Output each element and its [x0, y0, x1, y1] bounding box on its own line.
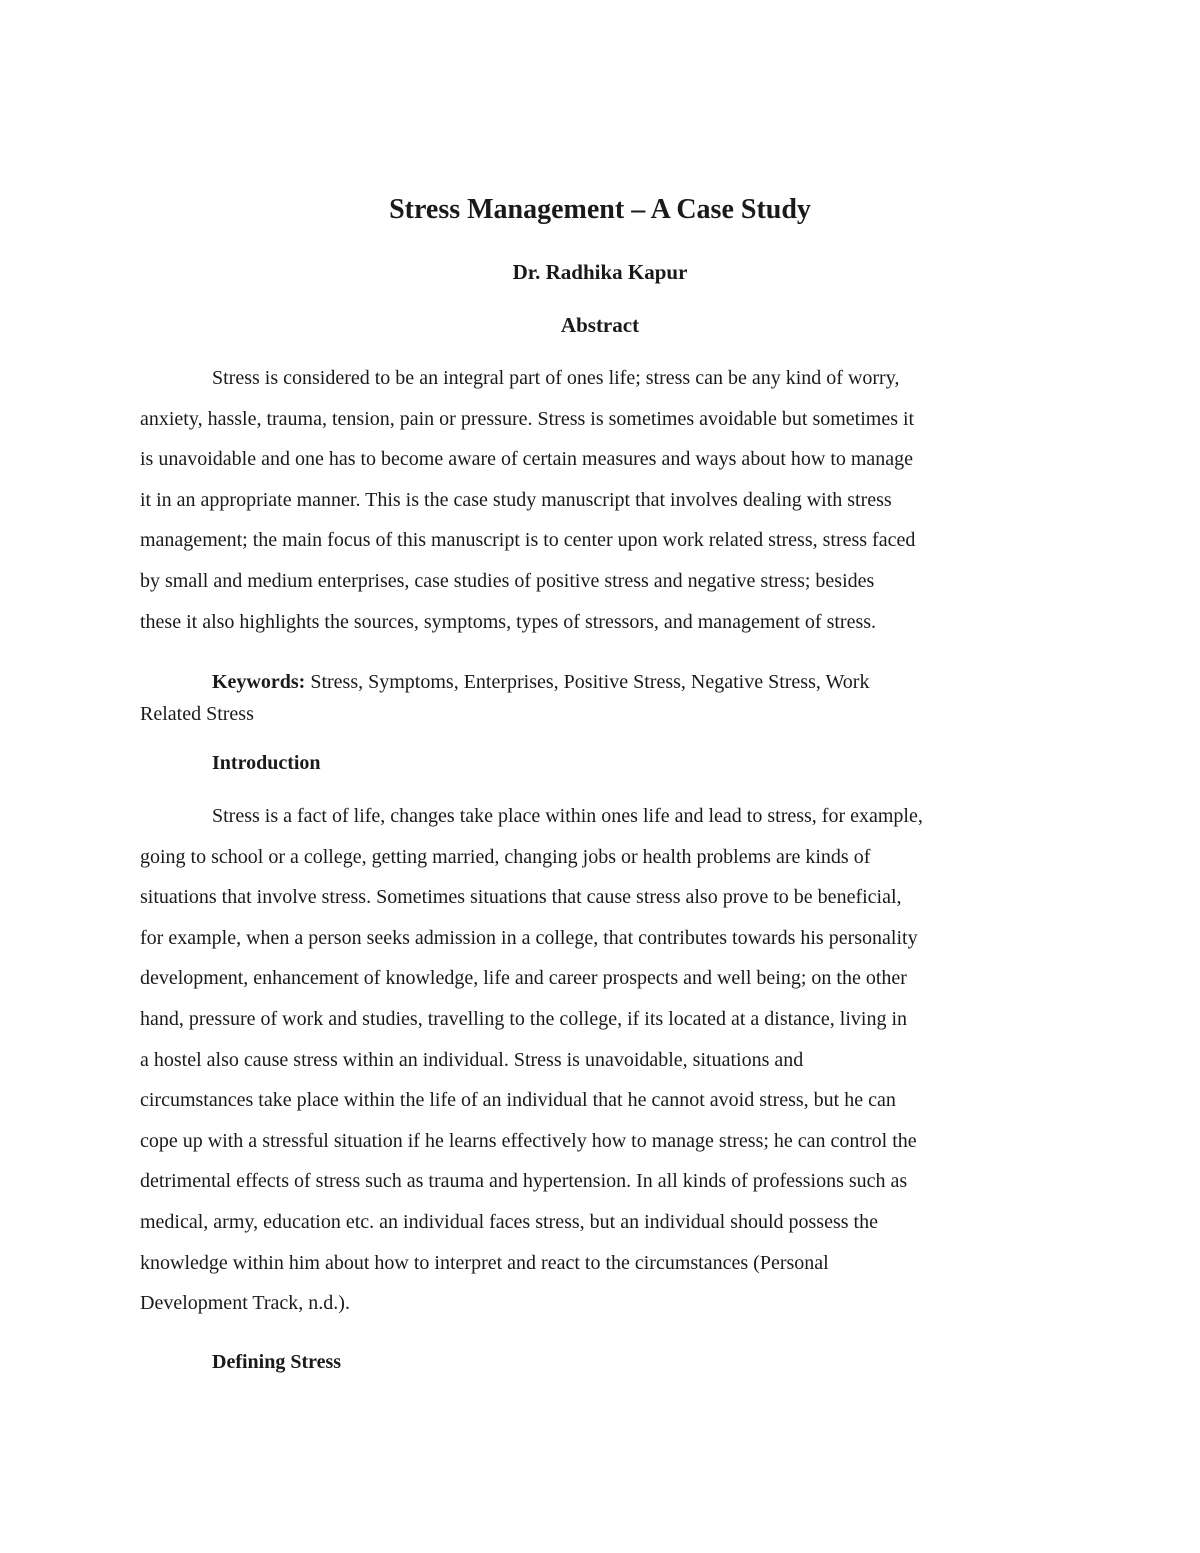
keywords-line: [140, 666, 1065, 698]
keywords-paragraph: [140, 666, 1065, 730]
abstract-paragraph: [140, 358, 1065, 642]
abstract-line: anxiety, hassle, trauma, tension, pain or pressure. Stress is sometimes avoidable but sometimes it: [140, 407, 915, 430]
intro-line: for example, when a person seeks admission in a college, that contributes towards his personality: [140, 926, 918, 949]
abstract-line: management; the main focus of this manuscript is to center upon work related stress, stress faced: [140, 529, 916, 552]
abstract-line: it in an appropriate manner. This is the case study manuscript that involves dealing with stress: [140, 488, 892, 511]
intro-line: development, enhancement of knowledge, life and career prospects and well being; on the other: [140, 967, 907, 990]
intro-line: going to school or a college, getting married, changing jobs or health problems are kinds of: [140, 845, 871, 868]
defining-stress-heading: Defining Stress: [212, 1351, 342, 1373]
keywords-line-continued: Related Stress: [140, 703, 254, 725]
intro-line: cope up with a stressful situation if he learns effectively how to manage stress; he can control the: [140, 1129, 917, 1152]
abstract-line: Stress is considered to be an integral part of ones life; stress can be any kind of worry,: [212, 367, 900, 389]
author-name: Dr. Radhika Kapur: [512, 260, 688, 284]
introduction-paragraph: [140, 796, 1065, 1324]
abstract-heading: Abstract: [560, 313, 640, 337]
intro-line: circumstances take place within the life of an individual that he cannot avoid stress, but he can: [140, 1089, 896, 1112]
intro-line: Development Track, n.d.).: [140, 1292, 350, 1315]
intro-line: hand, pressure of work and studies, travelling to the college, if its located at a distance, living in: [140, 1007, 908, 1030]
intro-line: medical, army, education etc. an individual faces stress, but an individual should possess the: [140, 1210, 878, 1233]
intro-line: Stress is a fact of life, changes take place within ones life and lead to stress, for example,: [212, 805, 923, 827]
abstract-line: by small and medium enterprises, case studies of positive stress and negative stress; besides: [140, 569, 875, 592]
introduction-heading: Introduction: [212, 752, 321, 774]
intro-line: situations that involve stress. Sometimes situations that cause stress also prove to be beneficial,: [140, 886, 902, 909]
abstract-line: these it also highlights the sources, symptoms, types of stressors, and management of stress.: [140, 610, 877, 633]
intro-line: a hostel also cause stress within an individual. Stress is unavoidable, situations and: [140, 1048, 804, 1071]
intro-line: knowledge within him about how to interpret and react to the circumstances (Personal: [140, 1251, 829, 1274]
intro-line: detrimental effects of stress such as trauma and hypertension. In all kinds of professions such as: [140, 1170, 908, 1193]
abstract-line: is unavoidable and one has to become aware of certain measures and ways about how to manage: [140, 448, 914, 471]
keywords-label: Keywords:: [212, 671, 306, 693]
document-title: Stress Management – A Case Study: [389, 194, 811, 225]
keywords-list: Stress, Symptoms, Enterprises, Positive Stress, Negative Stress, Work: [305, 671, 870, 693]
